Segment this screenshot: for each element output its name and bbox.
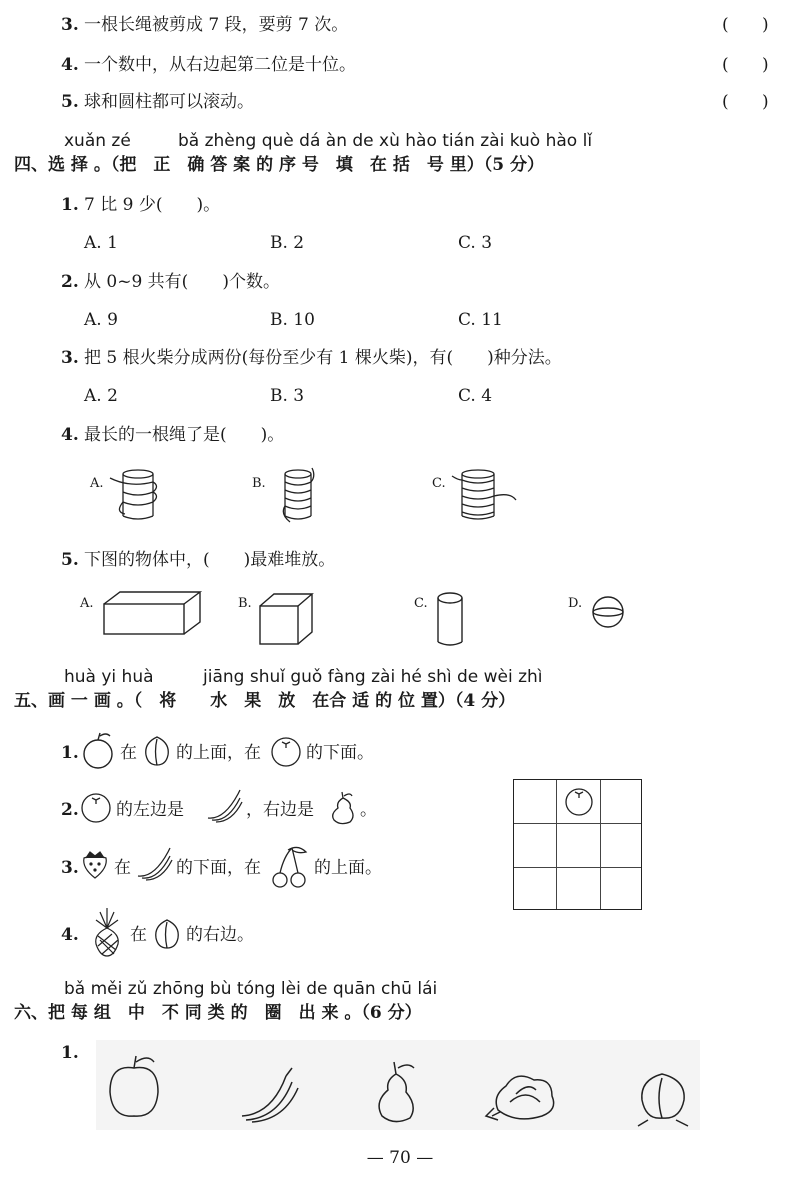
section5-pinyin-b: jiāng shuǐ guǒ fàng zài hé shì de wèi zhì (203, 667, 543, 687)
q1-option-c[interactable]: C. 3 (458, 233, 493, 253)
section4-pinyin-b: bǎ zhèng què dá àn de xù hào tián zài kuò hào lǐ (178, 131, 593, 151)
section5-pinyin-a: huà yi huà (64, 667, 154, 687)
item-number: 3. (61, 858, 79, 878)
banana-icon (134, 846, 174, 884)
q1-option-a[interactable]: A. 1 (84, 233, 118, 253)
q4-figure (80, 462, 540, 532)
pear-icon (326, 790, 360, 826)
item-text-c: 的下面。 (306, 743, 374, 763)
q4-text: 最长的一根绳了是( )。 (84, 425, 285, 445)
section5-heading: 五、画 一 画 。（ 将 水 果 放 在合 适 的 位 置）（4 分） (14, 691, 516, 711)
item-number: 2. (61, 800, 79, 820)
section4-pinyin-a: xuǎn zé (64, 131, 131, 151)
q2-text: 从 0~9 共有( )个数。 (84, 272, 280, 292)
item-text-b: 的右边。 (186, 925, 254, 945)
solids-drawing (76, 586, 636, 654)
section6-pinyin: bǎ měi zǔ zhōng bù tóng lèi de quān chū lái (64, 979, 438, 999)
apple-icon (78, 730, 118, 770)
item-text-a: 在 (130, 925, 147, 945)
answer-paren[interactable]: ( ) (722, 15, 783, 35)
item-number: 4. (61, 55, 79, 75)
section6-heading: 六、把 每 组 中 不 同 类 的 圈 出 来 。（6 分） (14, 1003, 422, 1023)
q5-figure (76, 586, 636, 654)
q4-number: 4. (61, 425, 79, 445)
item-text: 球和圆柱都可以滚动。 (84, 92, 254, 112)
q1-number: 1. (61, 1043, 79, 1063)
q1-text: 7 比 9 少( )。 (84, 195, 221, 215)
item-text: 一个数中，从右边起第二位是十位。 (84, 55, 356, 75)
q4-option-a-label[interactable]: A. (90, 476, 104, 491)
orange-icon (268, 734, 304, 768)
item-number: 3. (61, 15, 79, 35)
q3-option-b[interactable]: B. 3 (270, 386, 305, 406)
item-text-a: 在 (120, 743, 137, 763)
q1-option-b[interactable]: B. 2 (270, 233, 305, 253)
item-text-b: 的下面，在 (176, 858, 261, 878)
rope-cylinders-drawing (80, 462, 540, 532)
pineapple-icon (88, 906, 126, 958)
strawberry-icon (78, 848, 112, 882)
q2-number: 2. (61, 272, 79, 292)
orange-icon (562, 784, 596, 818)
page-footer: — 70 — (366, 1148, 434, 1168)
q5-option-c-label[interactable]: C. (414, 596, 428, 611)
q5-option-b-label[interactable]: B. (238, 596, 252, 611)
q2-option-a[interactable]: A. 9 (84, 310, 118, 330)
item-number: 5. (61, 92, 79, 112)
q5-option-d-label[interactable]: D. (568, 596, 583, 611)
peach-icon (140, 733, 174, 769)
q4-option-c-label[interactable]: C. (432, 476, 446, 491)
answer-paren[interactable]: ( ) (722, 92, 783, 112)
item-number: 1. (61, 743, 79, 763)
answer-paren[interactable]: ( ) (722, 55, 783, 75)
fruit-row-drawing (96, 1040, 700, 1130)
fruit-grid[interactable] (513, 779, 642, 910)
q5-number: 5. (61, 550, 79, 570)
q3-option-a[interactable]: A. 2 (84, 386, 118, 406)
q4-option-b-label[interactable]: B. (252, 476, 266, 491)
fruit-row (96, 1040, 700, 1130)
q5-text: 下图的物体中，( )最难堆放。 (84, 550, 336, 570)
item-text: 一根长绳被剪成 7 段，要剪 7 次。 (84, 15, 349, 35)
peach-icon (150, 916, 184, 952)
q3-text: 把 5 根火柴分成两份(每份至少有 1 棵火柴)，有( )种分法。 (84, 348, 562, 368)
cherries-icon (268, 842, 312, 890)
orange-icon (78, 790, 114, 824)
item-text-c: 。 (360, 800, 377, 820)
q5-option-a-label[interactable]: A. (80, 596, 94, 611)
q3-option-c[interactable]: C. 4 (458, 386, 493, 406)
item-text-a: 在 (114, 858, 131, 878)
q2-option-c[interactable]: C. 11 (458, 310, 503, 330)
item-text-b: 的上面，在 (176, 743, 261, 763)
item-text-c: 的上面。 (314, 858, 382, 878)
banana-icon (204, 788, 244, 826)
item-text-b: ，右边是 (246, 800, 314, 820)
section4-heading: 四、选 择 。（把 正 确 答 案 的 序 号 填 在 括 号 里）（5 分） (14, 155, 545, 175)
q2-option-b[interactable]: B. 10 (270, 310, 315, 330)
item-text-a: 的左边是 (116, 800, 184, 820)
q1-number: 1. (61, 195, 79, 215)
item-number: 4. (61, 925, 79, 945)
q3-number: 3. (61, 348, 79, 368)
